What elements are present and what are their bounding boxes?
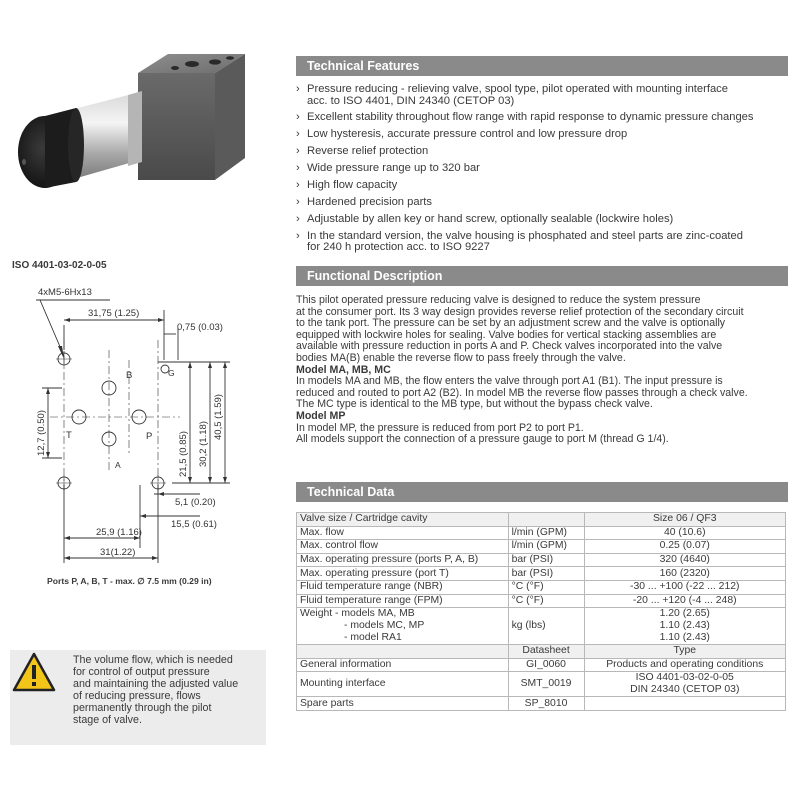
description-line: at the consumer port. Its 3 way design provides reverse relief protection of the secondary circuit [296,305,744,318]
feature-text: Low hysteresis, accurate pressure control and low pressure drop [307,128,628,141]
description-line: The MC type is identical to the MB type, but without the bypass check valve. [296,398,653,411]
bullet-icon: › [296,83,300,95]
feature-text: Pressure reducing - relieving valve, spool type, pilot operated with mounting interface [307,83,729,95]
description-line: available with pressure reduction in ports A and P. Check valves incorporated into the valve [296,340,723,353]
warning-line: and maintaining the adjusted value [73,678,239,690]
table-row-weight [297,608,786,645]
weight-line: - model RA1 [344,632,402,644]
mounting-interface-drawing [0,280,280,575]
type-line: ISO 4401-03-02-0-05 [635,672,734,684]
feature-text: Adjustable by allen key or hand screw, optionally sealable (lockwire holes) [307,212,674,225]
feature-item [296,231,794,254]
table-subheader-row [297,645,786,659]
feature-text: Hardened precision parts [307,195,432,208]
description-line: equipped with lockwire holes for sealing. Valve bodies for vertical stacking assemblies are [296,328,717,341]
dim-31-label: 31(1.22) [100,547,136,558]
table-cell: l/min (GPM) [508,540,584,554]
weight-line: - models MC, MP [344,620,425,632]
table-row [297,658,786,672]
table-cell: Max. operating pressure (ports P, A, B) [297,553,509,567]
functional-description [296,295,790,446]
table-cell: 320 (4640) [584,553,786,567]
table-cell [584,697,786,711]
feature-item [296,180,794,192]
table-cell: kg (lbs) [508,608,584,645]
technical-features-header: Technical Features [296,56,788,76]
feature-text: Wide pressure range up to 320 bar [307,162,480,175]
dim-12-7-label: 12,7 (0.50) [36,410,47,456]
table-row [297,594,786,608]
bullet-icon: › [296,111,300,124]
description-line: In models MA and MB, the flow enters the valve through port A1 (B1). The input pressure is [296,375,723,388]
table-cell: SP_8010 [508,697,584,711]
table-cell: Fluid temperature range (NBR) [297,580,509,594]
table-cell: General information [297,658,509,672]
table-row [297,526,786,540]
dim-25-9-label: 25,9 (1.16) [96,527,142,538]
bullet-icon: › [296,178,300,191]
table-cell [584,608,786,645]
port-t-label: T [66,430,72,441]
feature-text: High flow capacity [307,178,398,191]
feature-text: Excellent stability throughout flow range with rapid response to dynamic pressure changes [307,111,754,124]
feature-item [296,197,794,209]
warning-triangle-icon [12,652,56,692]
table-cell: Max. flow [297,526,509,540]
feature-text: acc. to ISO 4401, DIN 24340 (CETOP 03) [307,94,515,107]
description-line: This pilot operated pressure reducing valve is designed to reduce the system pressure [296,294,701,306]
description-line: reduced and routed to port A2 (B2). In model MB the reverse flow passes through a check valve. [296,386,748,399]
table-header-row [297,513,786,527]
table-cell: Max. operating pressure (port T) [297,567,509,581]
feature-item [296,214,794,226]
table-cell: bar (PSI) [508,553,584,567]
model-mp-heading: Model MP [296,409,346,422]
weight-value: 1.10 (2.43) [659,632,710,644]
table-cell: 0.25 (0.07) [584,540,786,554]
description-line: to the tank port. The pressure can be set by an adjustment screw and the valve is optionally [296,317,726,330]
table-cell [584,672,786,697]
table-cell: Spare parts [297,697,509,711]
table-cell: 160 (2320) [584,567,786,581]
table-row [297,540,786,554]
table-cell: °C (°F) [508,580,584,594]
bullet-icon: › [296,145,300,158]
table-cell: °C (°F) [508,594,584,608]
type-line: DIN 24340 (CETOP 03) [630,684,740,696]
warning-line: stage of valve. [73,714,142,726]
feature-item [296,112,794,124]
port-g-label: G [168,368,175,378]
feature-text: Reverse relief protection [307,145,429,158]
table-row [297,697,786,711]
table-cell: Datasheet [508,645,584,659]
bullet-icon: › [296,195,300,208]
technical-data-header: Technical Data [296,482,788,502]
table-cell: Valve size / Cartridge cavity [297,513,509,527]
table-cell [508,513,584,527]
weight-value: 1.20 (2.65) [659,608,710,620]
feature-item [296,129,794,141]
bullet-icon: › [296,229,300,242]
table-row [297,567,786,581]
dim-30-2-label: 30,2 (1.18) [198,421,209,467]
dim-5-1-label: 5,1 (0.20) [175,497,216,508]
product-photo [10,40,245,220]
description-line: All models support the connection of a pressure gauge to port M (thread G 1/4). [296,433,669,446]
warning-line: The volume flow, which is needed [73,654,233,666]
model-ma-mb-mc-heading: Model MA, MB, MC [296,363,391,376]
table-row [297,553,786,567]
feature-item [296,146,794,158]
table-row [297,580,786,594]
dim-thread-label: 4xM5-6Hx13 [38,287,92,298]
port-b-label: B [126,370,133,381]
dim-15-5-label: 15,5 (0.61) [171,519,217,530]
warning-line: for control of output pressure [73,666,210,678]
feature-text: for 240 h protection acc. to ISO 9227 [307,241,490,254]
table-cell: SMT_0019 [508,672,584,697]
warning-line: of reducing pressure, flows [73,690,201,702]
table-cell [297,645,509,659]
feature-text: In the standard version, the valve housing is phosphated and steel parts are zinc-coated [307,229,743,242]
warning-line: permanently through the pilot [73,702,212,714]
weight-line: Weight - models MA, MB [300,608,415,620]
table-cell: 40 (10.6) [584,526,786,540]
table-cell: Max. control flow [297,540,509,554]
table-cell: Type [584,645,786,659]
technical-data-table [296,512,786,711]
description-line: bodies MA(B) enable the reverse flow to pass freely through the valve. [296,351,626,364]
feature-item [296,163,794,175]
table-cell: GI_0060 [508,658,584,672]
features-list [296,84,794,259]
bullet-icon: › [296,212,300,225]
dim-40-5-label: 40,5 (1.59) [213,394,224,440]
table-row [297,672,786,697]
ports-caption: Ports P, A, B, T - max. ∅ 7.5 mm (0.29 in) [47,576,212,586]
port-a-label: A [115,460,121,470]
iso-interface-title: ISO 4401-03-02-0-05 [12,260,107,271]
table-cell: bar (PSI) [508,567,584,581]
bullet-icon: › [296,162,300,175]
table-cell: Fluid temperature range (FPM) [297,594,509,608]
dim-0-75-label: 0,75 (0.03) [177,322,223,333]
table-cell: l/min (GPM) [508,526,584,540]
functional-description-header: Functional Description [296,266,788,286]
table-cell: Mounting interface [297,672,509,697]
table-cell [297,608,509,645]
warning-text [73,654,261,726]
port-p-label: P [146,431,153,442]
dim-31-75-label: 31,75 (1.25) [88,308,140,319]
table-cell: -30 ... +100 (-22 ... 212) [584,580,786,594]
table-cell: Products and operating conditions [584,658,786,672]
weight-value: 1.10 (2.43) [659,620,710,632]
table-cell: -20 ... +120 (-4 ... 248) [584,594,786,608]
table-cell: Size 06 / QF3 [584,513,786,527]
description-line: In model MP, the pressure is reduced from port P2 to port P1. [296,421,584,434]
feature-item [296,84,794,107]
dim-21-5-label: 21,5 (0.85) [178,431,189,477]
bullet-icon: › [296,128,300,141]
